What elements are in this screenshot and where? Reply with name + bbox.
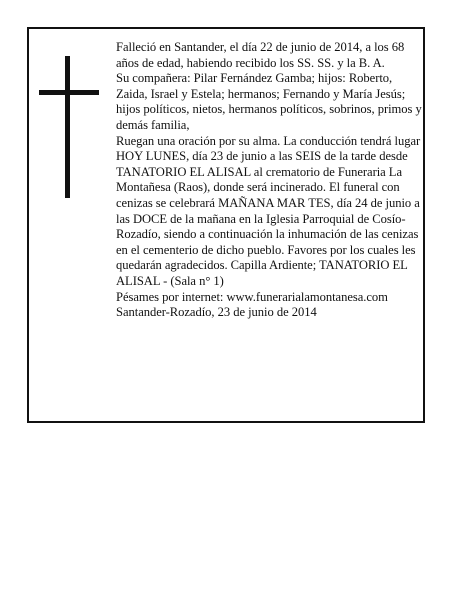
place-and-date: Santander-Rozadío, 23 de junio de 2014: [116, 305, 317, 320]
notice-body: [116, 40, 422, 321]
cross-horizontal-bar: [39, 90, 99, 95]
latin-cross-icon: [39, 56, 99, 198]
condolences-website: Pésames por internet: www.funerarialamontanesa.com: [116, 289, 388, 304]
cross-vertical-bar: [65, 56, 70, 198]
death-announcement: Falleció en Santander, el día 22 de junio de 2014, a los 68 años de edad, habiendo recibido los SS. SS. y la B. A.: [116, 40, 405, 70]
family-list: Su compañera: Pilar Fernández Gamba; hijos: Roberto, Zaida, Israel y Estela; hermanos; Fernando y María Jesús; hijos políticos, nietos, hermanos políticos, sobrinos, primos y demás familia,: [116, 71, 422, 132]
obituary-notice: [27, 27, 425, 423]
funeral-details: Ruegan una oración por su alma. La conducción tendrá lugar HOY LUNES, día 23 de junio a las SEIS de la tarde desde TANATORIO EL ALISAL al crematorio de Funeraria La Montañesa (Raos), donde será incinerado. El funeral con cenizas se celebrará MAÑANA MAR TES, día 24 de junio a las DOCE de la mañana en la Iglesia Parroquial de Cosío-Rozadío, siendo a continuación la inhumación de las cenizas en el cementerio de dicho pueblo. Favores por los cuales les quedarán agradecidos. Capilla Ardiente; TANATORIO EL ALISAL - (Sala n° 1): [116, 133, 421, 288]
